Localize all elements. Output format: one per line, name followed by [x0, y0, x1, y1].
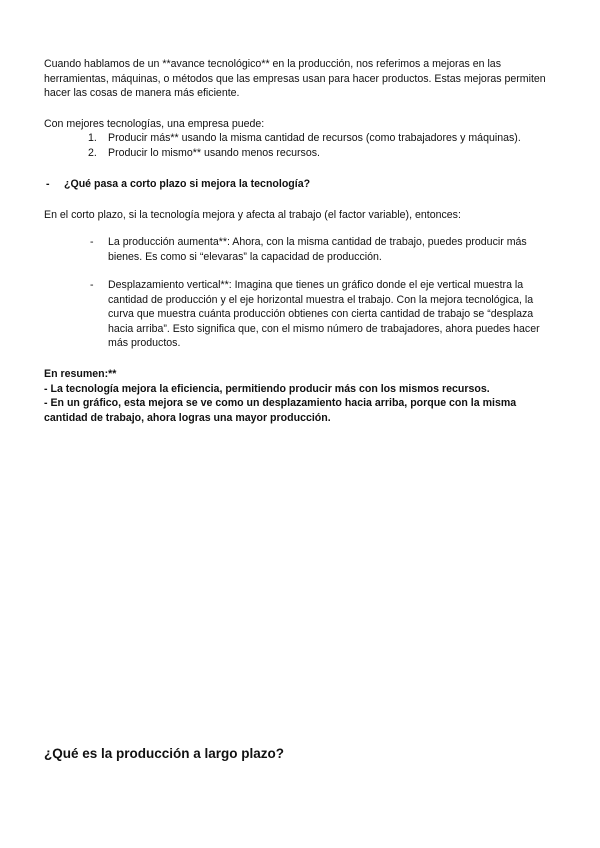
question-heading-text: ¿Qué pasa a corto plazo si mejora la tecnología?	[64, 178, 311, 190]
list-item	[88, 146, 558, 161]
short-run-paragraph: En el corto plazo, si la tecnología mejora y afecta al trabajo (el factor variable), entonces:	[44, 209, 461, 221]
list-item-text: Producir lo mismo** usando menos recursos.	[108, 146, 320, 159]
bullet-dash: -	[90, 236, 94, 248]
summary-title: En resumen:**	[44, 368, 117, 380]
list-number: 2.	[88, 146, 97, 159]
dash-list-item	[90, 278, 558, 351]
bullet-dash: -	[90, 279, 94, 291]
numbered-list	[88, 131, 558, 160]
intro-paragraph: Cuando hablamos de un **avance tecnológico** en la producción, nos referimos a mejoras en las herramientas, máquinas, o métodos que las empresas usan para hacer productos. Estas mejoras permiten hacer las cosas de manera más eficiente.	[44, 58, 546, 100]
list-number: 1.	[88, 132, 97, 144]
dash-list-item-text: La producción aumenta**: Ahora, con la misma cantidad de trabajo, puedes producir más bienes. Es como si “elevaras” la capacidad de producción.	[108, 236, 527, 263]
summary-line: - La tecnología mejora la eficiencia, permitiendo producir más con los mismos recursos.	[44, 382, 490, 395]
summary-line: - En un gráfico, esta mejora se ve como un desplazamiento hacia arriba, porque con la misma cantidad de trabajo, ahora logras una mayor producción.	[44, 397, 517, 424]
summary-section	[44, 367, 556, 425]
bullet-dash: -	[46, 178, 50, 190]
dash-list-item	[90, 235, 558, 264]
list-item	[88, 131, 558, 146]
list-item-text: Producir más** usando la misma cantidad de recursos (como trabajadores y máquinas).	[108, 132, 521, 144]
section-heading: ¿Qué es la producción a largo plazo?	[44, 746, 285, 761]
lead-paragraph: Con mejores tecnologías, una empresa puede:	[44, 118, 265, 130]
dash-list-item-text: Desplazamiento vertical**: Imagina que tienes un gráfico donde el eje vertical muestra la cantidad de producción y el eje horizontal muestra el trabajo. Con la mejora tecnológica, la curva que muestra cuánta producción obtienes con cierta cantidad de trabajo se “desplaza hacia arriba”. Esto significa que, con el mismo número de trabajadores, ahora puedes hacer más productos.	[108, 279, 540, 350]
